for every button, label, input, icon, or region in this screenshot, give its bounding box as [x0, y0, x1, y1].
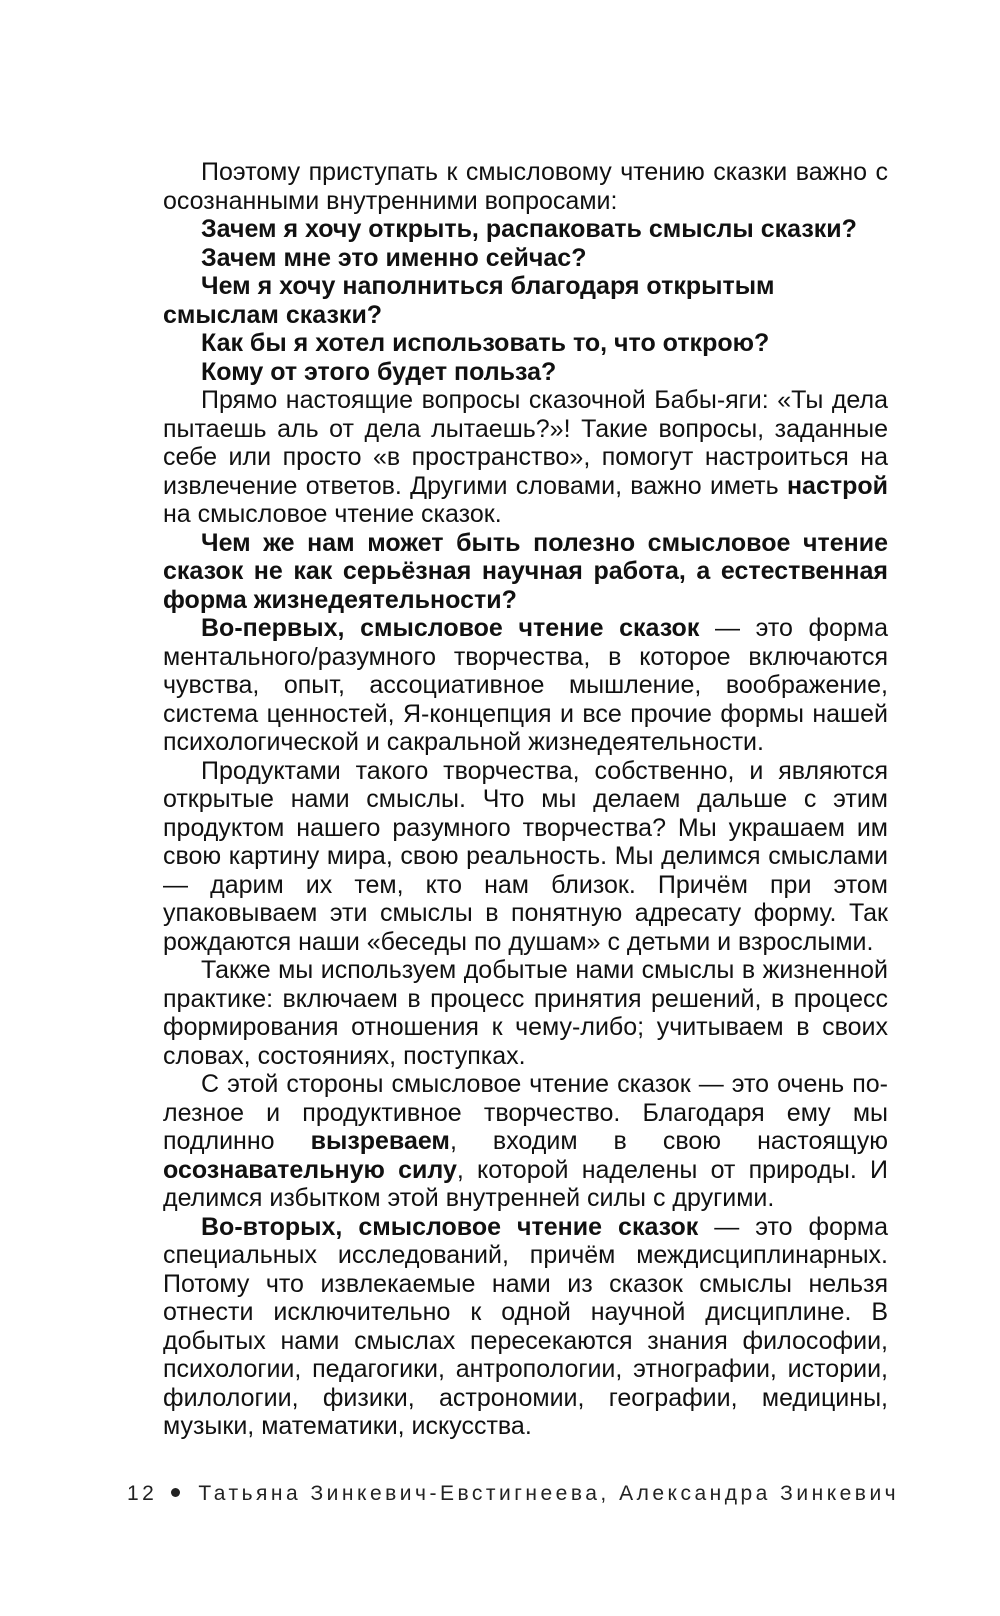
text-run: С этой стороны смысловое чтение сказок — это очень полезное и продуктивное творчество. Благодаря ему мы подлинно [163, 1070, 888, 1155]
paragraph [163, 386, 888, 529]
text-run: — это форма ментального/разумного творчества, в которое включаются чувства, опыт, ассоциативное мышление, воображение, система ценностей, Я-концепция и все прочие формы нашей психологической и сакральной жизнедеятельности. [163, 614, 888, 756]
page-footer [127, 1482, 899, 1506]
paragraph [163, 956, 888, 1070]
bold-run: Кому от этого будет польза? [201, 357, 557, 386]
paragraph [163, 757, 888, 957]
footer-authors: Татьяна Зинкевич-Евстигнеева, Александра Зинкевич [198, 1482, 900, 1505]
bold-run: Как бы я хотел использовать то, что открою? [201, 329, 770, 357]
heading-question [163, 529, 888, 615]
bold-run: настрой [786, 471, 888, 500]
text-run: , входим в свою настоящую [449, 1127, 888, 1155]
bold-run: Во-первых, смысловое чтение сказок [201, 614, 700, 642]
paragraph [163, 1213, 888, 1441]
text-run: Прямо настоящие вопросы сказочной Бабы-яги: «Ты дела пытаешь аль от дела лытаешь?»! Такие вопросы, заданные себе или просто «в пространство», помогут настроиться на извлечение ответов. Другими словами, важно иметь [163, 386, 888, 500]
text-run: на смысловое чтение сказок. [163, 500, 502, 528]
text-run: Поэтому приступать к смысловому чтению сказки важно с осознанными внутренними вопросами: [163, 158, 888, 215]
question [163, 244, 888, 273]
paragraph [163, 158, 888, 215]
page-number: 12 [127, 1482, 158, 1505]
bold-run: Чем я хочу наполниться благодаря открытым смыслам сказки? [163, 272, 775, 329]
text-run: , которой наделены от природы. И делимся избытком этой внутренней силы с другими. [163, 1155, 888, 1212]
page-body [163, 158, 888, 1441]
bold-run: Зачем я хочу открыть, распаковать смыслы сказки? [201, 215, 857, 243]
bold-run: вызреваем [310, 1127, 450, 1155]
question [163, 358, 888, 387]
paragraph [163, 1070, 888, 1213]
bullet-icon [171, 1488, 180, 1497]
question [163, 272, 888, 329]
question [163, 215, 888, 244]
paragraph [163, 614, 888, 757]
bold-run: Чем же нам может быть полезно смысловое чтение сказок не как серьёзная научная работа, а естественная форма жизнедеятельности? [163, 528, 888, 614]
text-run: Также мы используем добытые нами смыслы в жизненной практике: включаем в процесс принятия решений, в процесс формирования отношения к чему-либо; учитываем в своих словах, состояниях, поступках. [163, 956, 888, 1070]
text-run: — это форма специальных исследований, причём междисциплинарных. Потому что извлекаемые нами из сказок смыслы нельзя отнести исключительно к одной научной дисциплине. В добытых нами смыслах пересекаются знания философии, психологии, педагогики, антропологии, этнографии, истории, филологии, физики, астрономии, географии, медицины, музыки, математики, искусства. [163, 1212, 888, 1440]
bold-run: осознавательную силу [163, 1155, 457, 1184]
question [163, 329, 888, 358]
bold-run: Зачем мне это именно сейчас? [201, 243, 587, 272]
text-run: Продуктами такого творчества, собственно, и являются открытые нами смыслы. Что мы делаем дальше с этим продуктом нашего разумного творчества? Мы украшаем им свою картину мира, свою реальность. Мы делимся смыслами — дарим их тем, кто нам близок. Причём при этом упаковываем эти смыслы в понятную адресату форму. Так рождаются наши «беседы по душам» с детьми и взрослыми. [163, 756, 888, 956]
bold-run: Во-вторых, смысловое чтение сказок [201, 1212, 699, 1241]
